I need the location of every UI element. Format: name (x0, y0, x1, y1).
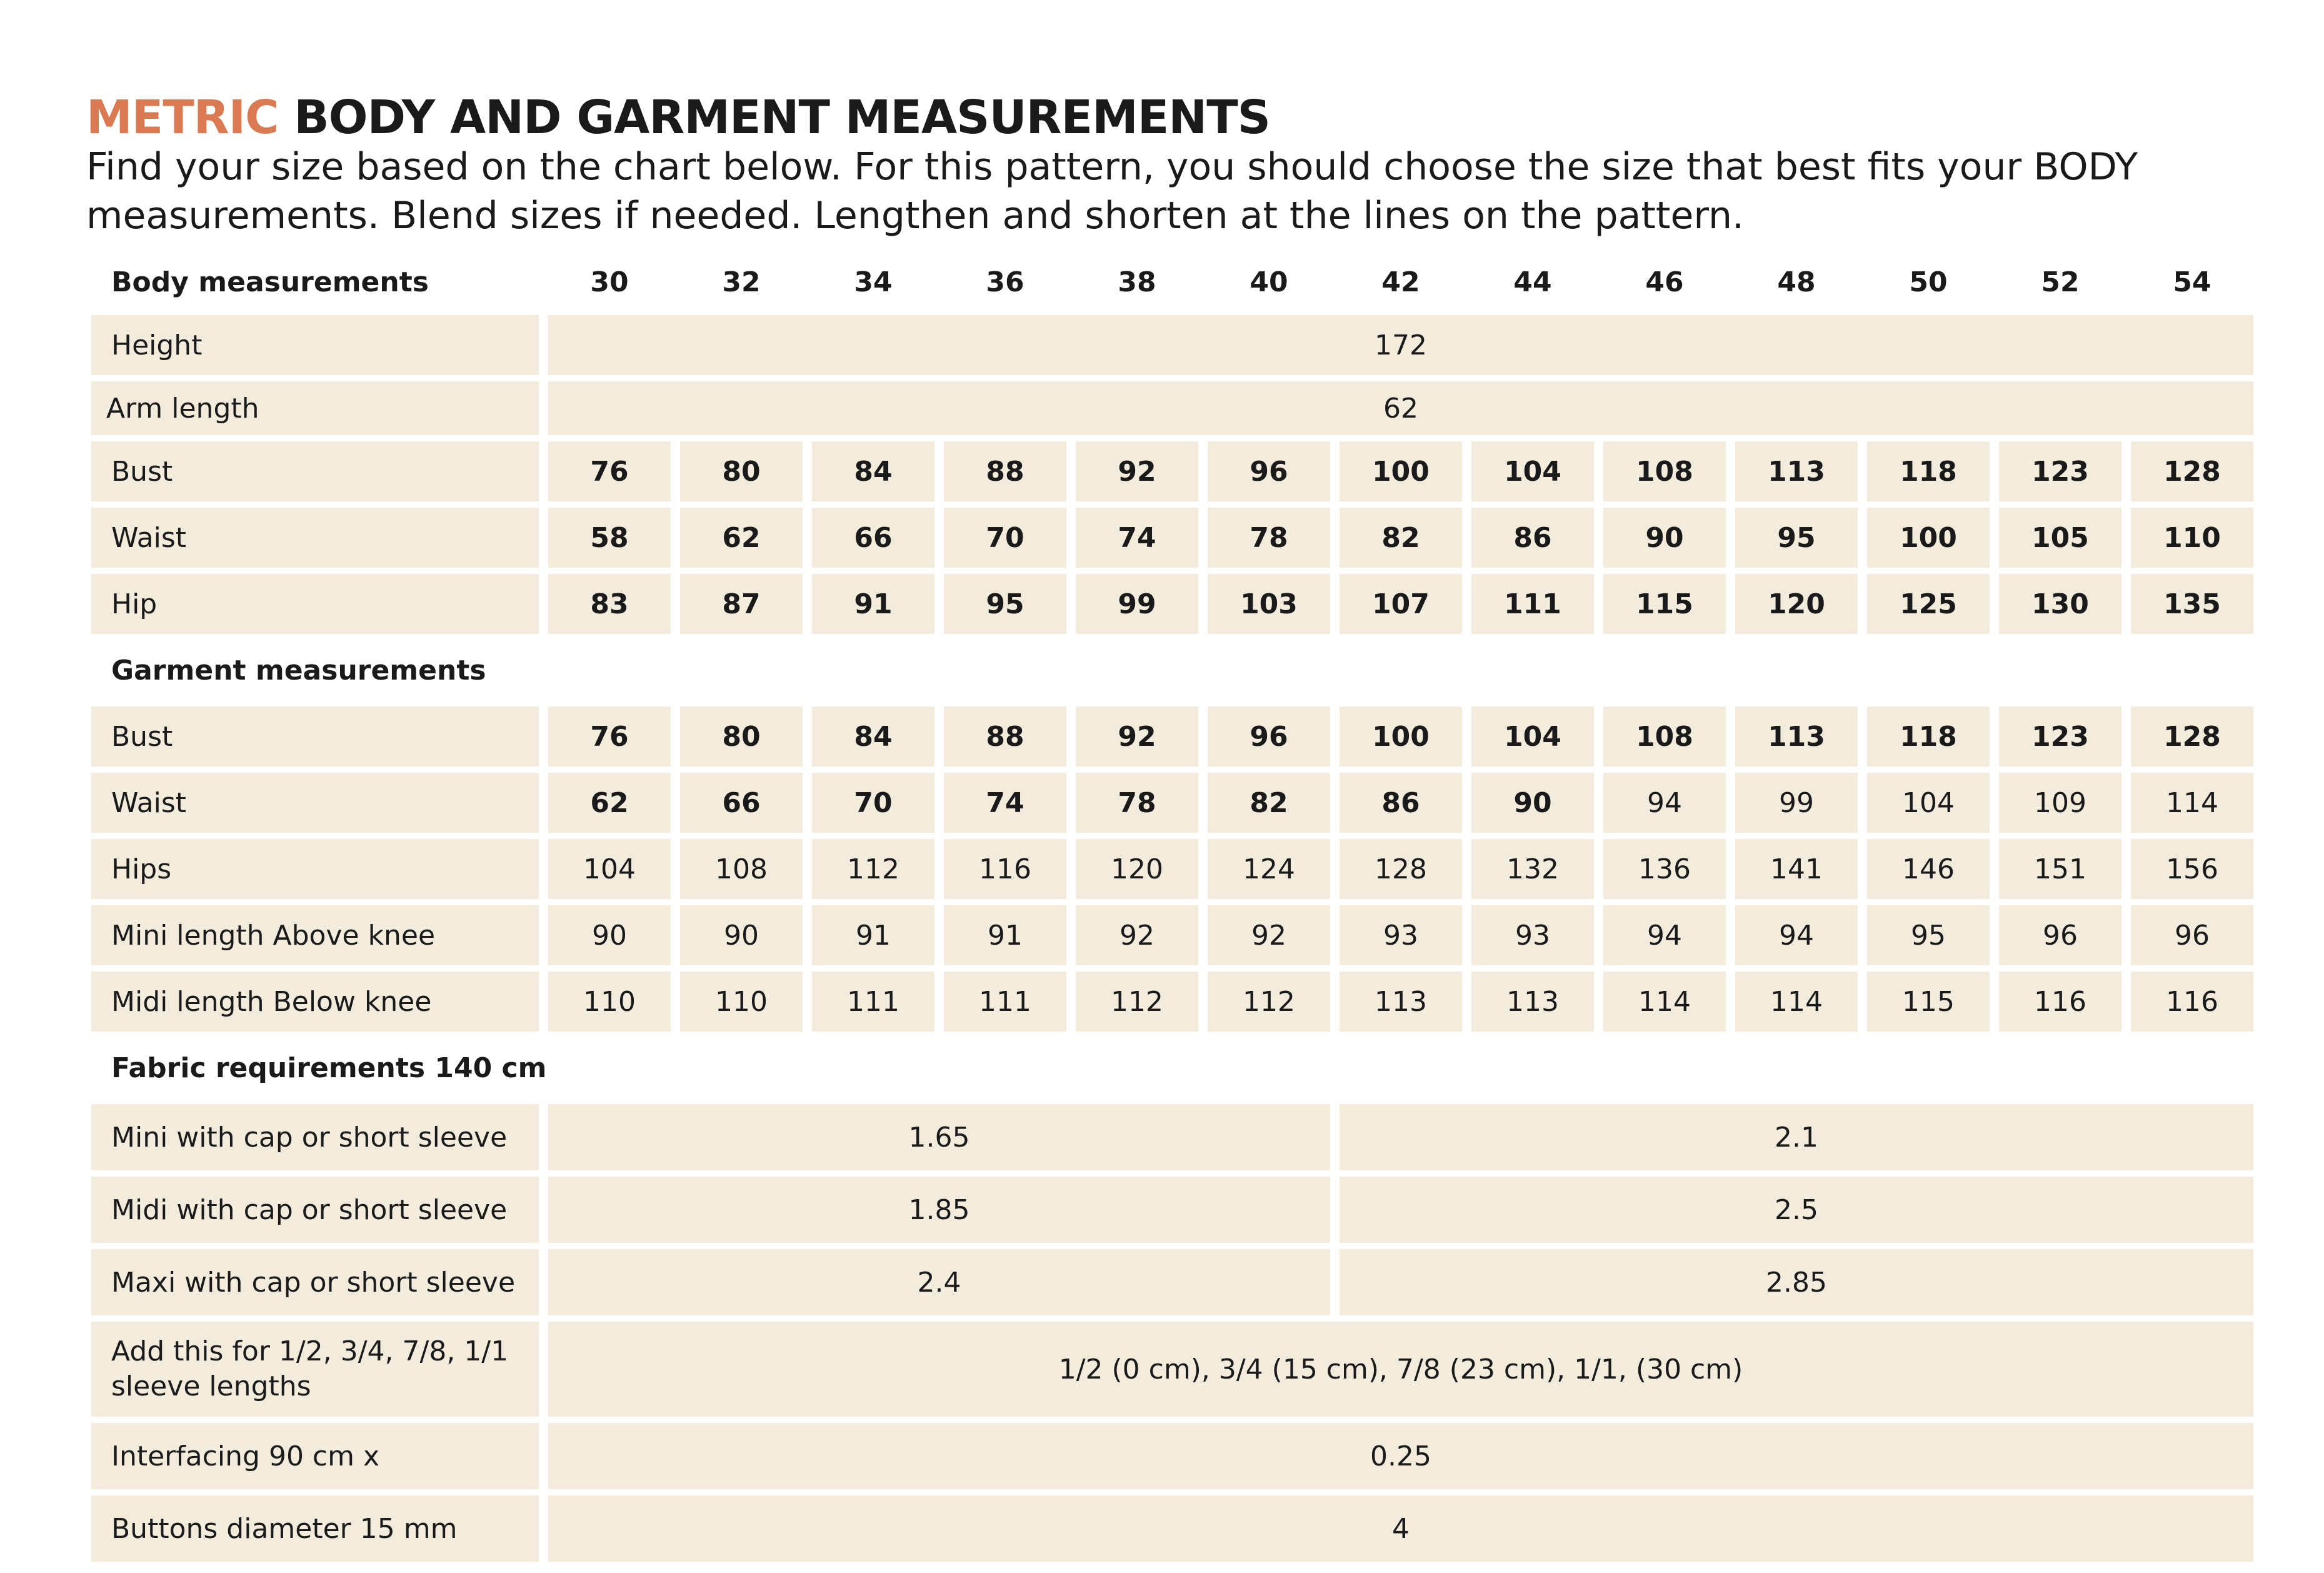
size-header-40: 40 (1250, 266, 1288, 298)
garment-row-cell: 93 (1340, 905, 1462, 965)
title-accent: METRIC (86, 91, 279, 144)
garment-row-cell: 110 (548, 972, 671, 1032)
arm-length-label: Arm length (91, 381, 539, 435)
garment-row-cell: 100 (1340, 706, 1462, 766)
buttons-label: Buttons diameter 15 mm (91, 1495, 539, 1562)
garment-row-cell: 108 (1603, 706, 1726, 766)
garment-row-cell: 90 (1471, 773, 1594, 833)
fabric-row-label: Mini with cap or short sleeve (91, 1104, 539, 1170)
fabric-row-value-right: 2.5 (1340, 1177, 2253, 1243)
garment-row-cell: 93 (1471, 905, 1594, 965)
body-row-cell: 90 (1603, 508, 1726, 568)
body-row-cell: 87 (680, 574, 803, 634)
sleeve-lengths-label (91, 1322, 539, 1417)
garment-row-cell: 146 (1867, 839, 1990, 899)
garment-row-cell: 114 (1735, 972, 1858, 1032)
garment-row-cell: 113 (1471, 972, 1594, 1032)
garment-row-cell: 96 (1208, 706, 1330, 766)
garment-row-cell: 112 (812, 839, 934, 899)
garment-row-cell: 114 (2131, 773, 2253, 833)
fabric-row-value-left: 1.65 (548, 1104, 1330, 1170)
garment-row-cell: 112 (1076, 972, 1198, 1032)
body-row-cell: 95 (944, 574, 1066, 634)
body-row-cell: 110 (2131, 508, 2253, 568)
garment-row-cell: 128 (2131, 706, 2253, 766)
garment-row-cell: 113 (1340, 972, 1462, 1032)
body-row-cell: 80 (680, 441, 803, 501)
garment-row-cell: 86 (1340, 773, 1462, 833)
body-row-cell: 130 (1999, 574, 2121, 634)
body-row-cell: 78 (1208, 508, 1330, 568)
size-header-50: 50 (1909, 266, 1948, 298)
garment-row-cell: 116 (2131, 972, 2253, 1032)
garment-row-cell: 136 (1603, 839, 1726, 899)
size-header-30: 30 (590, 266, 629, 298)
garment-row-cell: 92 (1208, 905, 1330, 965)
garment-row-cell: 92 (1076, 905, 1198, 965)
measurement-table (91, 255, 2254, 1562)
page-title (86, 86, 1270, 149)
size-header-48: 48 (1777, 266, 1816, 298)
garment-row-cell: 118 (1867, 706, 1990, 766)
garment-row-cell: 70 (812, 773, 934, 833)
fabric-row-value-right: 2.1 (1340, 1104, 2253, 1170)
garment-row-cell: 66 (680, 773, 803, 833)
garment-row-cell: 99 (1735, 773, 1858, 833)
interfacing-label: Interfacing 90 cm x (91, 1423, 539, 1489)
garment-row-cell: 78 (1076, 773, 1198, 833)
garment-row-cell: 108 (680, 839, 803, 899)
title-rest: BODY AND GARMENT MEASUREMENTS (278, 91, 1270, 144)
intro-line-2: measurements. Blend sizes if needed. Lengthen and shorten at the lines on the pattern. (86, 194, 1745, 238)
intro-line-1: Find your size based on the chart below. For this pattern, you should choose the size that best fits your BODY (86, 145, 2138, 189)
garment-row-cell: 94 (1603, 905, 1726, 965)
sleeve-lengths-label-line-2: sleeve lengths (111, 1370, 311, 1402)
garment-row-cell: 112 (1208, 972, 1330, 1032)
size-header-46: 46 (1645, 266, 1684, 298)
garment-row-cell: 116 (944, 839, 1066, 899)
body-row-cell: 123 (1999, 441, 2121, 501)
size-header-32: 32 (722, 266, 761, 298)
body-row-cell: 88 (944, 441, 1066, 501)
garment-row-cell: 90 (680, 905, 803, 965)
garment-row-cell: 90 (548, 905, 671, 965)
garment-row-cell: 91 (812, 905, 934, 965)
body-row-cell: 108 (1603, 441, 1726, 501)
body-row-cell: 104 (1471, 441, 1594, 501)
garment-row-cell: 151 (1999, 839, 2121, 899)
body-row-cell: 113 (1735, 441, 1858, 501)
body-row-label: Waist (91, 508, 539, 568)
fabric-row-label: Maxi with cap or short sleeve (91, 1249, 539, 1315)
garment-row-cell: 94 (1735, 905, 1858, 965)
arm-length-value: 62 (548, 381, 2253, 435)
body-row-cell: 103 (1208, 574, 1330, 634)
body-row-cell: 76 (548, 441, 671, 501)
body-row-cell: 74 (1076, 508, 1198, 568)
garment-row-cell: 132 (1471, 839, 1594, 899)
body-row-cell: 118 (1867, 441, 1990, 501)
garment-row-cell: 111 (944, 972, 1066, 1032)
body-row-cell: 115 (1603, 574, 1726, 634)
garment-row-cell: 114 (1603, 972, 1726, 1032)
body-row-cell: 111 (1471, 574, 1594, 634)
size-header-38: 38 (1118, 266, 1156, 298)
garment-row-cell: 104 (548, 839, 671, 899)
garment-row-cell: 113 (1735, 706, 1858, 766)
garment-row-cell: 128 (1340, 839, 1462, 899)
height-value: 172 (548, 315, 2253, 375)
garment-row-label: Hips (91, 839, 539, 899)
height-label: Height (91, 315, 539, 375)
body-row-cell: 128 (2131, 441, 2253, 501)
garment-row-cell: 141 (1735, 839, 1858, 899)
fabric-requirements-header: Fabric requirements 140 cm (111, 1052, 547, 1084)
garment-row-label: Midi length Below knee (91, 972, 539, 1032)
garment-row-label: Bust (91, 706, 539, 766)
garment-row-cell: 115 (1867, 972, 1990, 1032)
garment-row-cell: 120 (1076, 839, 1198, 899)
sleeve-lengths-value: 1/2 (0 cm), 3/4 (15 cm), 7/8 (23 cm), 1/1, (30 cm) (548, 1322, 2253, 1417)
size-header-54: 54 (2173, 266, 2211, 298)
garment-row-cell: 96 (2131, 905, 2253, 965)
body-row-cell: 82 (1340, 508, 1462, 568)
size-header-36: 36 (986, 266, 1024, 298)
body-row-cell: 84 (812, 441, 934, 501)
garment-row-cell: 76 (548, 706, 671, 766)
body-row-cell: 95 (1735, 508, 1858, 568)
garment-measurements-header: Garment measurements (111, 654, 486, 686)
garment-row-cell: 82 (1208, 773, 1330, 833)
garment-row-cell: 109 (1999, 773, 2121, 833)
garment-row-cell: 74 (944, 773, 1066, 833)
garment-row-label: Waist (91, 773, 539, 833)
body-row-cell: 66 (812, 508, 934, 568)
garment-row-cell: 123 (1999, 706, 2121, 766)
body-row-cell: 83 (548, 574, 671, 634)
fabric-row-value-right: 2.85 (1340, 1249, 2253, 1315)
garment-row-cell: 84 (812, 706, 934, 766)
body-row-label: Hip (91, 574, 539, 634)
body-row-cell: 96 (1208, 441, 1330, 501)
garment-row-cell: 96 (1999, 905, 2121, 965)
garment-row-cell: 92 (1076, 706, 1198, 766)
size-header-42: 42 (1381, 266, 1420, 298)
body-row-cell: 58 (548, 508, 671, 568)
sleeve-lengths-label-line-1: Add this for 1/2, 3/4, 7/8, 1/1 (111, 1335, 509, 1367)
body-row-cell: 70 (944, 508, 1066, 568)
garment-row-cell: 104 (1471, 706, 1594, 766)
fabric-row-label: Midi with cap or short sleeve (91, 1177, 539, 1243)
size-header-44: 44 (1513, 266, 1552, 298)
body-row-cell: 100 (1340, 441, 1462, 501)
garment-row-cell: 156 (2131, 839, 2253, 899)
interfacing-value: 0.25 (548, 1423, 2253, 1489)
garment-row-cell: 116 (1999, 972, 2121, 1032)
fabric-row-value-left: 1.85 (548, 1177, 1330, 1243)
garment-row-cell: 94 (1603, 773, 1726, 833)
garment-row-cell: 88 (944, 706, 1066, 766)
garment-row-cell: 91 (944, 905, 1066, 965)
size-header-34: 34 (854, 266, 893, 298)
body-row-cell: 120 (1735, 574, 1858, 634)
body-row-cell: 105 (1999, 508, 2121, 568)
garment-row-cell: 124 (1208, 839, 1330, 899)
garment-row-cell: 62 (548, 773, 671, 833)
body-measurements-header: Body measurements (111, 266, 429, 298)
fabric-row-value-left: 2.4 (548, 1249, 1330, 1315)
garment-row-cell: 111 (812, 972, 934, 1032)
size-header-52: 52 (2041, 266, 2080, 298)
garment-row-cell: 95 (1867, 905, 1990, 965)
body-row-cell: 62 (680, 508, 803, 568)
body-row-cell: 125 (1867, 574, 1990, 634)
body-row-cell: 107 (1340, 574, 1462, 634)
body-row-cell: 91 (812, 574, 934, 634)
body-row-label: Bust (91, 441, 539, 501)
garment-row-cell: 104 (1867, 773, 1990, 833)
body-row-cell: 92 (1076, 441, 1198, 501)
garment-row-cell: 80 (680, 706, 803, 766)
body-row-cell: 135 (2131, 574, 2253, 634)
garment-row-cell: 110 (680, 972, 803, 1032)
garment-row-label: Mini length Above knee (91, 905, 539, 965)
intro-text (86, 143, 2249, 240)
body-row-cell: 100 (1867, 508, 1990, 568)
buttons-value: 4 (548, 1495, 2253, 1562)
body-row-cell: 99 (1076, 574, 1198, 634)
body-row-cell: 86 (1471, 508, 1594, 568)
